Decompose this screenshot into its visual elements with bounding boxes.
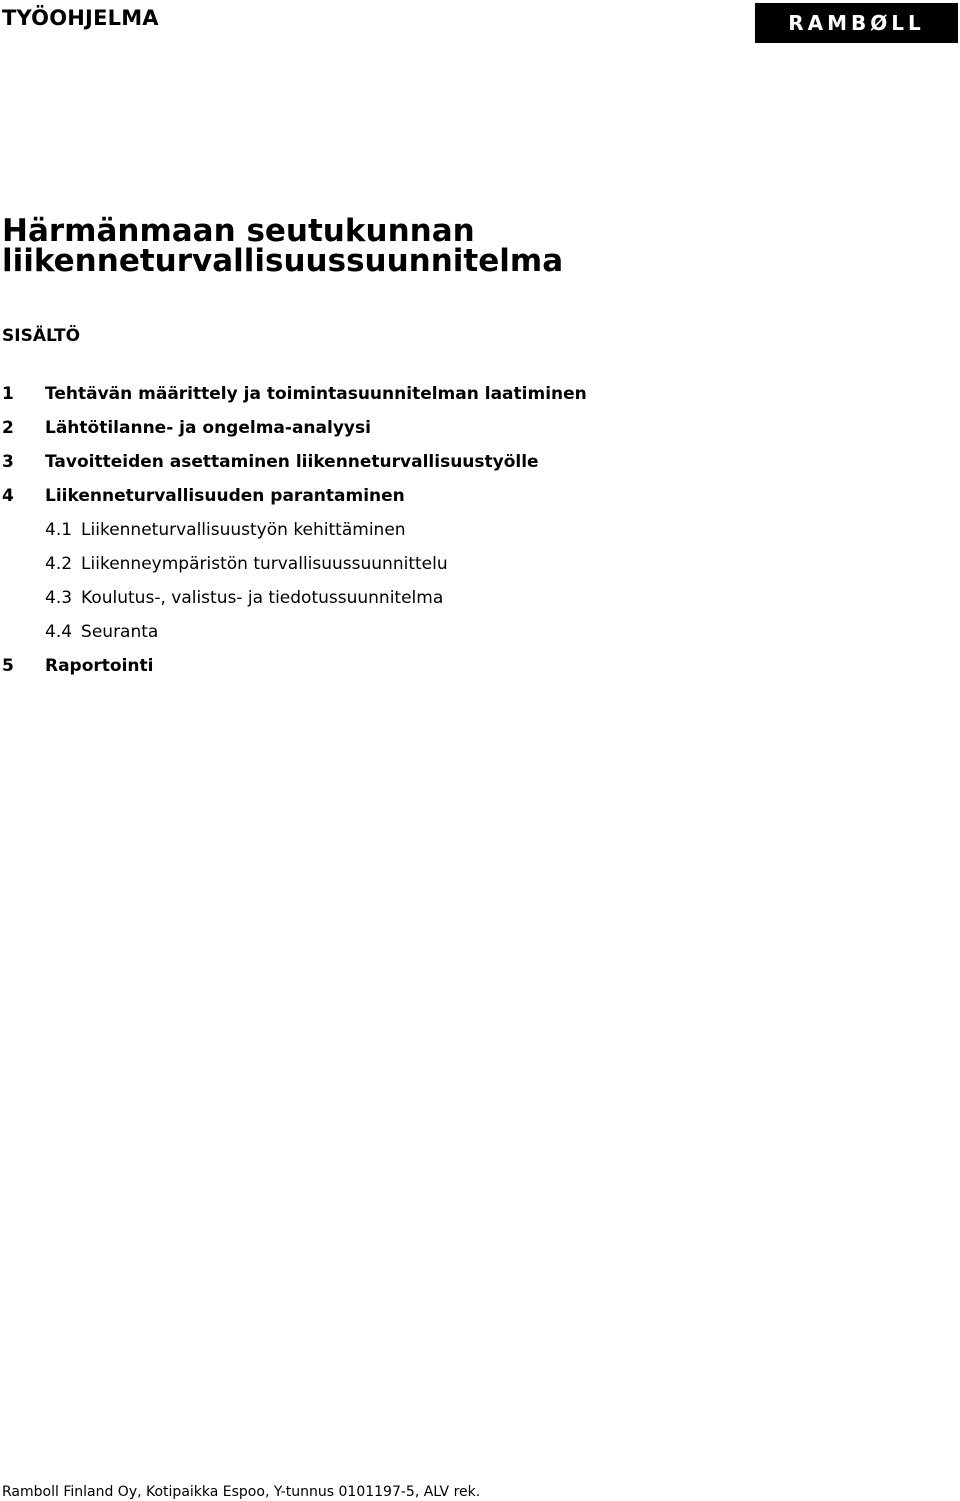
toc-item-number: 4 bbox=[2, 486, 14, 506]
toc-item-number: 3 bbox=[2, 452, 14, 472]
toc-item-number: 4.3 bbox=[45, 588, 73, 608]
document-title bbox=[2, 213, 564, 279]
toc-item-number: 2 bbox=[2, 418, 14, 438]
toc-item-4 bbox=[0, 479, 950, 513]
toc-item-number: 4.2 bbox=[45, 554, 73, 574]
toc-heading: SISÄLTÖ bbox=[2, 326, 81, 346]
document-type-label: TYÖOHJELMA bbox=[2, 6, 159, 30]
table-of-contents bbox=[0, 377, 950, 683]
toc-item-4-3 bbox=[0, 581, 950, 615]
toc-item-number: 4.1 bbox=[45, 520, 73, 540]
toc-item-2 bbox=[0, 411, 950, 445]
toc-item-number: 4.4 bbox=[45, 622, 73, 642]
toc-item-number: 5 bbox=[2, 656, 14, 676]
toc-item-text: Koulutus-, valistus- ja tiedotussuunnitelma bbox=[81, 588, 444, 608]
toc-item-text: Liikenneturvallisuuden parantaminen bbox=[45, 486, 405, 506]
toc-item-text: Liikenneympäristön turvallisuussuunnittelu bbox=[81, 554, 448, 574]
toc-item-4-2 bbox=[0, 547, 950, 581]
toc-item-3 bbox=[0, 445, 950, 479]
toc-item-4-4 bbox=[0, 615, 950, 649]
toc-item-5 bbox=[0, 649, 950, 683]
toc-item-text: Tehtävän määrittely ja toimintasuunnitelman laatiminen bbox=[45, 384, 587, 404]
toc-item-text: Raportointi bbox=[45, 656, 154, 676]
title-line-1: Härmänmaan seutukunnan bbox=[2, 213, 475, 249]
toc-item-text: Liikenneturvallisuustyön kehittäminen bbox=[81, 520, 406, 540]
toc-item-1 bbox=[0, 377, 950, 411]
toc-item-4-1 bbox=[0, 513, 950, 547]
toc-item-text: Lähtötilanne- ja ongelma-analyysi bbox=[45, 418, 371, 438]
logo-text: RAMBØLL bbox=[788, 11, 925, 35]
title-line-2: liikenneturvallisuussuunnitelma bbox=[2, 243, 564, 279]
toc-item-text: Tavoitteiden asettaminen liikenneturvallisuustyölle bbox=[45, 452, 539, 472]
ramboll-logo bbox=[755, 3, 958, 43]
toc-item-number: 1 bbox=[2, 384, 14, 404]
footer-company-info: Ramboll Finland Oy, Kotipaikka Espoo, Y-tunnus 0101197-5, ALV rek. bbox=[2, 1484, 481, 1500]
toc-item-text: Seuranta bbox=[81, 622, 159, 642]
